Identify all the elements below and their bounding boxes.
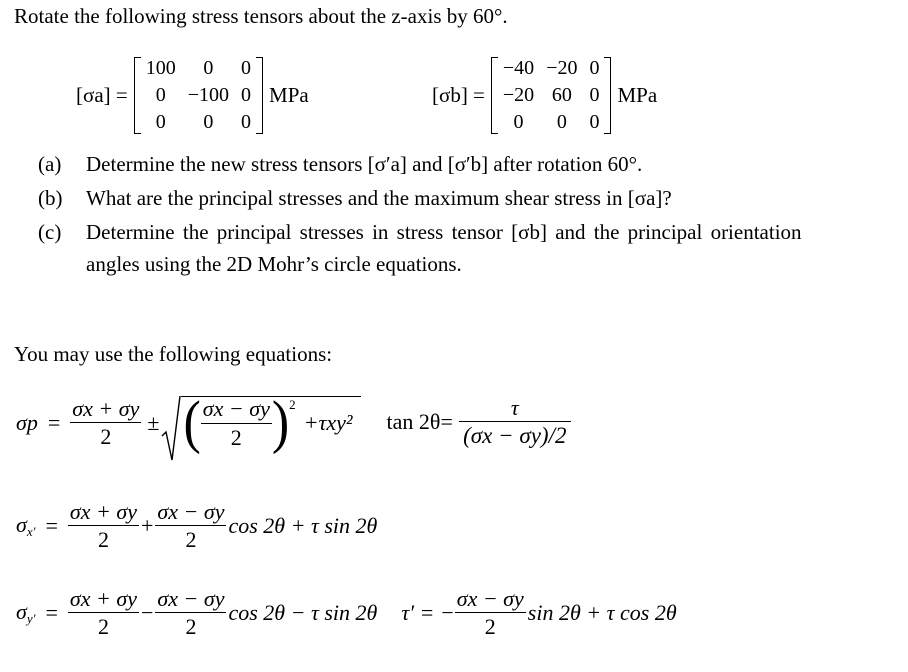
sigma-x-prime-tail: cos 2θ + τ sin 2θ — [228, 512, 378, 538]
tensor-b-cell: 0 — [556, 111, 567, 133]
sum-numerator: σx + σy — [68, 500, 139, 526]
denominator-2: 2 — [100, 424, 112, 449]
tan-numerator: τ — [459, 396, 571, 422]
diff-numerator: σx − σy — [155, 587, 226, 613]
diff-fraction — [155, 587, 226, 638]
diff-fraction — [201, 397, 272, 448]
tensor-a-matrix — [134, 55, 263, 136]
tensor-a-label: [σa] = — [76, 83, 128, 107]
question-c — [38, 220, 802, 245]
denominator-2: 2 — [484, 614, 496, 640]
tau-squared-term: +τxy² — [303, 410, 353, 435]
diff-numerator: σx − σy — [201, 397, 272, 423]
sigma-y-prime-tail: cos 2θ − τ sin 2θ — [228, 599, 378, 625]
tan-denominator: (σx − σy)/2 — [463, 423, 567, 449]
question-b-text: What are the principal stresses and the maximum shear stress in [σa]? — [86, 186, 672, 210]
tensor-a-cell: 0 — [155, 111, 166, 133]
tau-prime-lhs: τ′ = − — [401, 599, 455, 625]
sqrt-group — [181, 389, 360, 456]
tensor-b-unit: MPa — [617, 83, 658, 107]
equation-sigma-y-prime — [16, 587, 677, 638]
equals-sign: = — [47, 409, 61, 435]
left-paren: ( — [183, 389, 201, 456]
tensor-b-cell: 0 — [513, 111, 524, 133]
sum-fraction — [68, 500, 139, 551]
problem-statement: Rotate the following stress tensors about the z-axis by 60°. — [14, 4, 508, 28]
tensor-b-cell: −40 — [502, 57, 535, 79]
tan-equation — [387, 396, 571, 448]
diff-numerator: σx − σy — [455, 587, 526, 613]
plus-minus: ± — [147, 409, 160, 435]
minus-sign: − — [140, 599, 154, 625]
tensor-b-cell: −20 — [546, 57, 578, 79]
tensor-a-cell: 100 — [145, 57, 176, 79]
question-b — [38, 186, 672, 211]
tensor-a-cell: 0 — [155, 84, 166, 106]
tau-prime-tail: sin 2θ + τ cos 2θ — [527, 599, 677, 625]
tensor-b-cell: 0 — [589, 57, 600, 79]
diff-fraction — [155, 500, 226, 551]
tensor-a-cell: −100 — [187, 84, 230, 106]
tan-fraction — [459, 396, 571, 448]
square-exponent: 2 — [289, 397, 296, 412]
tensor-a — [76, 55, 309, 136]
right-paren: ) — [271, 389, 290, 456]
tensor-b-cell: −20 — [502, 84, 535, 106]
question-a-text: Determine the new stress tensors [σ′a] and [σ′b] after rotation 60°. — [86, 152, 643, 176]
question-c-text: Determine the principal stresses in stress tensor [σb] and the principal orientation — [86, 220, 802, 244]
tensor-b-label: [σb] = — [432, 83, 485, 107]
denominator-2: 2 — [230, 424, 242, 450]
tensor-b-matrix — [491, 55, 612, 136]
question-c-continued: angles using the 2D Mohr’s circle equations. — [86, 252, 462, 276]
equations-intro: You may use the following equations: — [14, 342, 333, 366]
tensor-a-cell: 0 — [241, 111, 252, 133]
tan-lhs: tan 2θ= — [386, 409, 453, 435]
diff-numerator: σx − σy — [155, 500, 226, 526]
tensor-b-cell: 0 — [589, 84, 600, 106]
sigma-p-symbol: σp — [16, 409, 38, 435]
question-a-label: (a) — [38, 152, 62, 176]
tensor-b-cell: 0 — [589, 111, 600, 133]
sigma-y-prime-symbol: $\sigma_{y'}$ — [16, 598, 36, 626]
denominator-2: 2 — [97, 614, 109, 640]
tensor-a-unit: MPa — [269, 83, 309, 107]
question-a — [38, 152, 642, 177]
sum-fraction — [68, 587, 139, 638]
question-b-label: (b) — [38, 186, 63, 210]
question-c-label: (c) — [38, 220, 62, 244]
tensor-b — [432, 55, 657, 136]
tensor-a-cell: 0 — [241, 57, 252, 79]
denominator-2: 2 — [97, 527, 109, 553]
plus-sign: + — [140, 512, 154, 538]
equals-sign: = — [45, 512, 58, 538]
tensor-a-cell: 0 — [203, 57, 214, 79]
sum-numerator: σx + σy — [70, 397, 141, 423]
sum-numerator: σx + σy — [68, 587, 139, 613]
equation-sigma-x-prime — [16, 500, 377, 551]
sum-fraction — [70, 397, 141, 448]
tensor-a-cell: 0 — [241, 84, 252, 106]
tensor-a-cell: 0 — [203, 111, 214, 133]
sqrt-sign-icon — [161, 396, 181, 462]
tensor-b-cell: 60 — [551, 84, 572, 106]
denominator-2: 2 — [185, 527, 197, 553]
sigma-x-prime-symbol: $\sigma_{x'}$ — [16, 511, 36, 539]
denominator-2: 2 — [185, 614, 197, 640]
equation-principal-stress — [16, 389, 571, 456]
equals-sign: = — [45, 599, 58, 625]
diff-fraction — [455, 587, 526, 638]
